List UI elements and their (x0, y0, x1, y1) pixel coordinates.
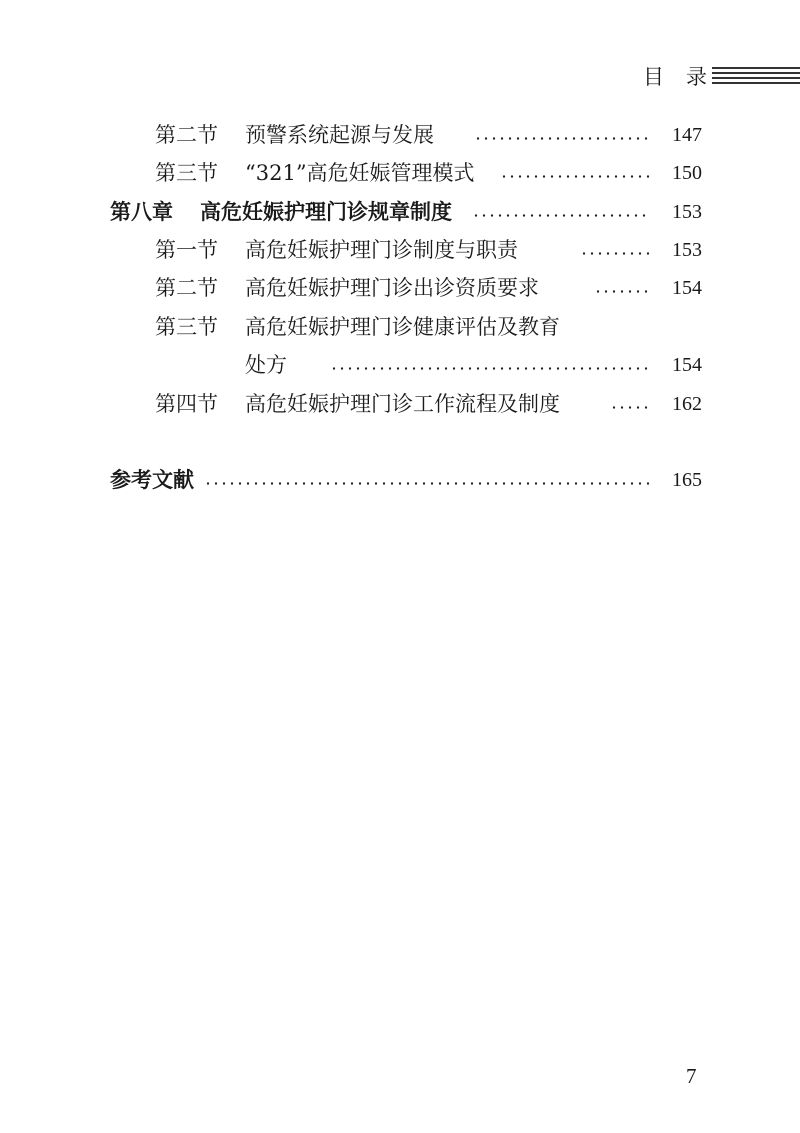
toc-references-title: 参考文献 (110, 468, 194, 492)
toc-section-label: 第三节 (155, 161, 218, 185)
toc-page-number: 162 (672, 393, 702, 415)
toc-entry-continuation[interactable] (0, 350, 800, 380)
toc-section-label: 第二节 (155, 123, 218, 147)
toc-dot-leader (330, 367, 650, 370)
toc-dot-leader (580, 252, 650, 255)
toc-chapter-title: 高危妊娠护理门诊规章制度 (200, 200, 452, 224)
toc-entry[interactable] (0, 235, 800, 265)
toc-dot-leader (204, 482, 650, 485)
header-title-char-1: 目 (643, 65, 664, 89)
toc-section-label: 第四节 (155, 392, 218, 416)
toc-dot-leader (474, 137, 650, 140)
toc-entry[interactable] (0, 389, 800, 419)
toc-page-number: 150 (672, 162, 702, 184)
header-title-char-2: 录 (686, 65, 707, 89)
toc-entry[interactable] (0, 312, 800, 342)
toc-section-label: 第二节 (155, 276, 218, 300)
toc-section-title: 预警系统起源与发展 (245, 123, 434, 147)
toc-chapter-entry[interactable] (0, 197, 800, 227)
toc-section-label: 第三节 (155, 315, 218, 339)
toc-entry[interactable] (0, 273, 800, 303)
toc-page-number: 154 (672, 354, 702, 376)
toc-section-title: 高危妊娠护理门诊出诊资质要求 (245, 276, 539, 300)
toc-dot-leader (500, 175, 650, 178)
toc-chapter-label: 第八章 (110, 200, 173, 224)
header-title (643, 61, 707, 91)
toc-dot-leader (472, 214, 650, 217)
toc-dot-leader (610, 406, 650, 409)
toc-page-number: 147 (672, 124, 702, 146)
toc-section-title: 高危妊娠护理门诊健康评估及教育 (245, 315, 560, 339)
toc-section-title: 高危妊娠护理门诊制度与职责 (245, 238, 518, 262)
toc-entry[interactable] (0, 158, 800, 188)
toc-section-title: 高危妊娠护理门诊工作流程及制度 (245, 392, 560, 416)
toc-page-number: 165 (672, 469, 702, 491)
header-decorative-rules (712, 64, 800, 88)
toc-references-entry[interactable] (0, 465, 800, 495)
toc-section-title-continuation: 处方 (245, 353, 287, 377)
toc-entry[interactable] (0, 120, 800, 150)
toc-section-label: 第一节 (155, 238, 218, 262)
toc-page-number: 153 (672, 201, 702, 223)
toc-section-title: “321”高危妊娠管理模式 (245, 161, 475, 185)
toc-page-number: 154 (672, 277, 702, 299)
toc-page-number: 153 (672, 239, 702, 261)
footer-page-number: 7 (686, 1064, 697, 1088)
toc-dot-leader (594, 290, 650, 293)
